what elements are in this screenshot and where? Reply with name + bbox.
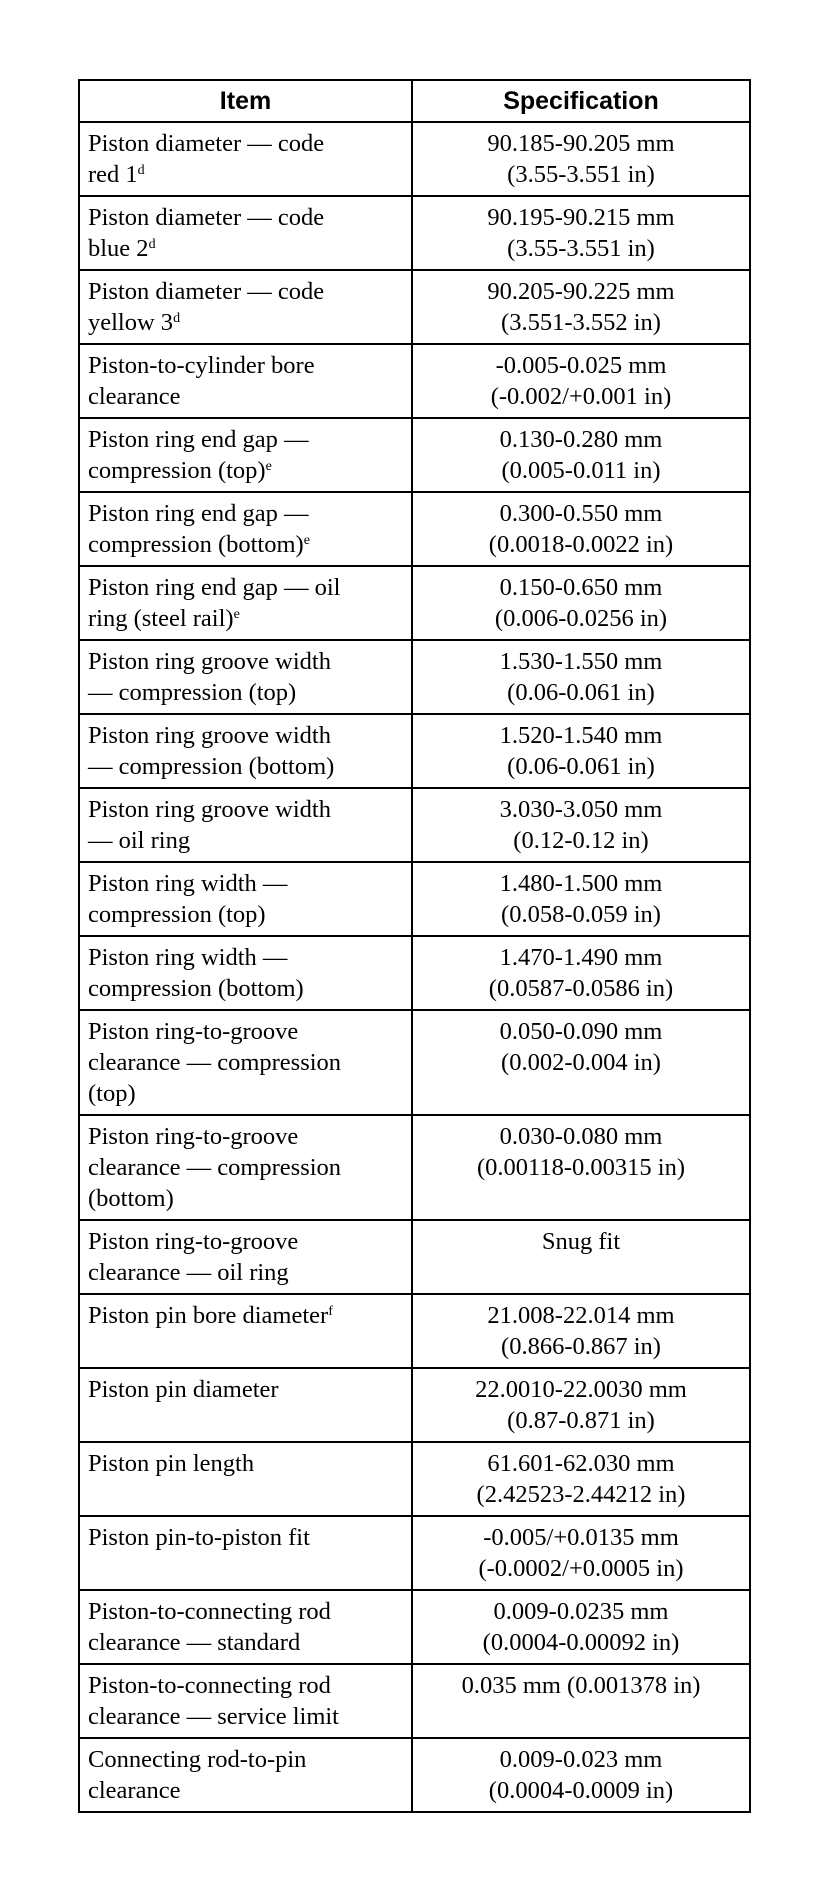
specification-cell [412, 1294, 750, 1368]
footnote-marker: e [233, 607, 240, 622]
item-text-line: blue 2$^d$ [88, 235, 156, 262]
specification-cell [412, 566, 750, 640]
specification-cell [412, 862, 750, 936]
specification-text-line: (3.55-3.551 in) [507, 235, 655, 262]
specification-cell [412, 1115, 750, 1220]
item-text-line: — compression (bottom) [88, 753, 335, 780]
item-text-line: (bottom) [88, 1185, 174, 1212]
item-text-line: Piston ring groove width [88, 722, 331, 749]
specification-text-line: (3.551-3.552 in) [501, 309, 661, 336]
specification-cell [412, 492, 750, 566]
footnote-marker: d [173, 311, 181, 326]
specification-text-line: 1.530-1.550 mm [499, 648, 663, 675]
specification-text-line: 0.009-0.023 mm [499, 1746, 663, 1773]
item-text-line: Piston diameter — code [88, 204, 325, 231]
item-text-line: yellow 3$^d$ [88, 309, 181, 336]
specification-text-line: 3.030-3.050 mm [499, 796, 663, 823]
specification-cell [412, 1516, 750, 1590]
footnote-marker: e [265, 459, 272, 474]
specification-text-line: (0.0587-0.0586 in) [488, 975, 674, 1002]
item-text-line: ring (steel rail)$^e$ [88, 605, 240, 632]
item-text-line: Piston-to-connecting rod [88, 1672, 331, 1699]
item-text-line: — oil ring [88, 827, 191, 854]
table-row [79, 714, 750, 788]
specification-cell [412, 640, 750, 714]
item-text-line: Piston ring end gap — oil [88, 574, 341, 601]
specification-text-line: Snug fit [541, 1228, 621, 1255]
table-row [79, 122, 750, 196]
table-row [79, 788, 750, 862]
specification-text-line: (0.002-0.004 in) [501, 1049, 661, 1076]
item-text-line: Piston ring groove width [88, 796, 331, 823]
item-text-line: clearance — service limit [88, 1703, 339, 1730]
item-text-line: Piston pin length [88, 1450, 255, 1477]
table-row [79, 1294, 750, 1368]
item-text-line: compression (bottom)$^e$ [88, 531, 310, 558]
specification-text-line: (0.0018-0.0022 in) [488, 531, 674, 558]
table-row [79, 1368, 750, 1442]
item-cell [79, 788, 412, 862]
item-text-line: Piston ring width — [88, 870, 288, 897]
table-row [79, 270, 750, 344]
specification-text-line: 0.009-0.0235 mm [493, 1598, 669, 1625]
specification-text-line: 22.0010-22.0030 mm [475, 1376, 687, 1403]
item-cell [79, 344, 412, 418]
item-text-line: (top) [88, 1080, 136, 1107]
table-row [79, 566, 750, 640]
specification-text-line: 90.205-90.225 mm [487, 278, 675, 305]
item-cell [79, 418, 412, 492]
item-text-line: Piston-to-connecting rod [88, 1598, 331, 1625]
specification-text-line: (0.87-0.871 in) [507, 1407, 655, 1434]
item-cell [79, 1516, 412, 1590]
table-row [79, 1590, 750, 1664]
specification-cell [412, 418, 750, 492]
specification-text-line: 1.520-1.540 mm [499, 722, 663, 749]
table-row [79, 1220, 750, 1294]
table-row [79, 936, 750, 1010]
specification-text-line: 0.300-0.550 mm [499, 500, 663, 527]
item-text-line: Piston ring-to-groove [88, 1018, 299, 1045]
specification-text-line: (0.0004-0.00092 in) [482, 1629, 680, 1656]
item-cell [79, 270, 412, 344]
table-row [79, 492, 750, 566]
specification-text-line: 0.035 mm (0.001378 in) [461, 1672, 701, 1699]
footnote-marker: e [303, 533, 310, 548]
item-cell [79, 1368, 412, 1442]
item-cell [79, 936, 412, 1010]
specification-cell [412, 1368, 750, 1442]
item-text-line: Piston-to-cylinder bore [88, 352, 315, 379]
item-text-line: Piston ring groove width [88, 648, 331, 675]
item-text-line: red 1$^d$ [88, 161, 145, 188]
footnote-marker: d [148, 237, 156, 252]
column-header-item: Item [79, 80, 412, 122]
item-text-line: Piston pin bore diameter$^f$ [88, 1302, 333, 1329]
table-row [79, 418, 750, 492]
table-row [79, 1010, 750, 1115]
item-text-line: Piston ring-to-groove [88, 1123, 299, 1150]
specification-text-line: 0.030-0.080 mm [499, 1123, 663, 1150]
footnote-marker: f [328, 1304, 333, 1319]
item-cell [79, 196, 412, 270]
specification-text-line: 21.008-22.014 mm [487, 1302, 675, 1329]
specification-text-line: (0.00118-0.00315 in) [477, 1154, 685, 1181]
item-text-line: Piston diameter — code [88, 130, 325, 157]
item-cell [79, 1442, 412, 1516]
specification-text-line: -0.005-0.025 mm [495, 352, 667, 379]
item-cell [79, 1220, 412, 1294]
specification-cell [412, 788, 750, 862]
item-cell [79, 566, 412, 640]
item-text-line: compression (top) [88, 901, 266, 928]
specification-text-line: (0.12-0.12 in) [513, 827, 649, 854]
specification-text-line: 0.150-0.650 mm [499, 574, 663, 601]
item-cell [79, 640, 412, 714]
specification-text-line: (0.005-0.011 in) [501, 457, 661, 484]
item-text-line: Piston ring end gap — [88, 500, 309, 527]
item-text-line: Piston ring end gap — [88, 426, 309, 453]
specification-text-line: (0.058-0.059 in) [501, 901, 661, 928]
item-text-line: Piston diameter — code [88, 278, 325, 305]
specification-cell [412, 1442, 750, 1516]
specification-cell [412, 1664, 750, 1738]
item-cell [79, 1294, 412, 1368]
table-row [79, 862, 750, 936]
specification-text-line: 1.470-1.490 mm [499, 944, 663, 971]
item-text-line: compression (bottom) [88, 975, 304, 1002]
item-text-line: compression (top)$^e$ [88, 457, 272, 484]
specification-text-line: (0.006-0.0256 in) [494, 605, 668, 632]
item-cell [79, 1738, 412, 1812]
specification-text-line: (-0.0002/+0.0005 in) [478, 1555, 684, 1582]
item-text-line: clearance — standard [88, 1629, 301, 1656]
item-cell [79, 1590, 412, 1664]
specification-text-line: (0.06-0.061 in) [507, 679, 655, 706]
footnote-marker: d [137, 163, 145, 178]
item-cell [79, 492, 412, 566]
specification-cell [412, 344, 750, 418]
table-row [79, 196, 750, 270]
specification-cell [412, 936, 750, 1010]
table-row [79, 1516, 750, 1590]
specification-cell [412, 1010, 750, 1115]
specification-text-line: 90.195-90.215 mm [487, 204, 675, 231]
item-text-line: Piston pin-to-piston fit [88, 1524, 310, 1551]
specification-text-line: (2.42523-2.44212 in) [476, 1481, 686, 1508]
column-header-specification: Specification [412, 80, 750, 122]
specification-text-line: 90.185-90.205 mm [487, 130, 675, 157]
specification-cell [412, 714, 750, 788]
table-header-row [79, 80, 750, 122]
item-text-line: clearance [88, 383, 181, 410]
item-text-line: Piston ring width — [88, 944, 288, 971]
specification-cell [412, 270, 750, 344]
item-cell [79, 714, 412, 788]
item-text-line: Piston ring-to-groove [88, 1228, 299, 1255]
item-cell [79, 862, 412, 936]
specification-table [78, 79, 751, 1813]
item-cell [79, 122, 412, 196]
specification-cell [412, 196, 750, 270]
item-cell [79, 1115, 412, 1220]
specification-cell [412, 122, 750, 196]
item-cell [79, 1010, 412, 1115]
specification-text-line: 61.601-62.030 mm [487, 1450, 675, 1477]
specification-cell [412, 1590, 750, 1664]
item-text-line: Piston pin diameter [88, 1376, 279, 1403]
specification-text-line: (0.866-0.867 in) [501, 1333, 661, 1360]
table-row [79, 1442, 750, 1516]
specification-text-line: (-0.002/+0.001 in) [490, 383, 672, 410]
item-text-line: — compression (top) [88, 679, 297, 706]
specification-cell [412, 1738, 750, 1812]
item-text-line: Connecting rod-to-pin [88, 1746, 307, 1773]
item-cell [79, 1664, 412, 1738]
specification-text-line: -0.005/+0.0135 mm [483, 1524, 679, 1551]
specification-text-line: (3.55-3.551 in) [507, 161, 655, 188]
item-text-line: clearance [88, 1777, 181, 1804]
specification-text-line: 1.480-1.500 mm [499, 870, 663, 897]
table-body [79, 122, 750, 1812]
item-text-line: clearance — oil ring [88, 1259, 289, 1286]
table-row [79, 1115, 750, 1220]
specification-cell [412, 1220, 750, 1294]
table-row [79, 344, 750, 418]
specification-text-line: 0.050-0.090 mm [499, 1018, 663, 1045]
table-row [79, 1738, 750, 1812]
specification-text-line: 0.130-0.280 mm [499, 426, 663, 453]
item-text-line: clearance — compression [88, 1049, 342, 1076]
table-row [79, 1664, 750, 1738]
specification-text-line: (0.0004-0.0009 in) [488, 1777, 674, 1804]
item-text-line: clearance — compression [88, 1154, 342, 1181]
table-row [79, 640, 750, 714]
specification-text-line: (0.06-0.061 in) [507, 753, 655, 780]
